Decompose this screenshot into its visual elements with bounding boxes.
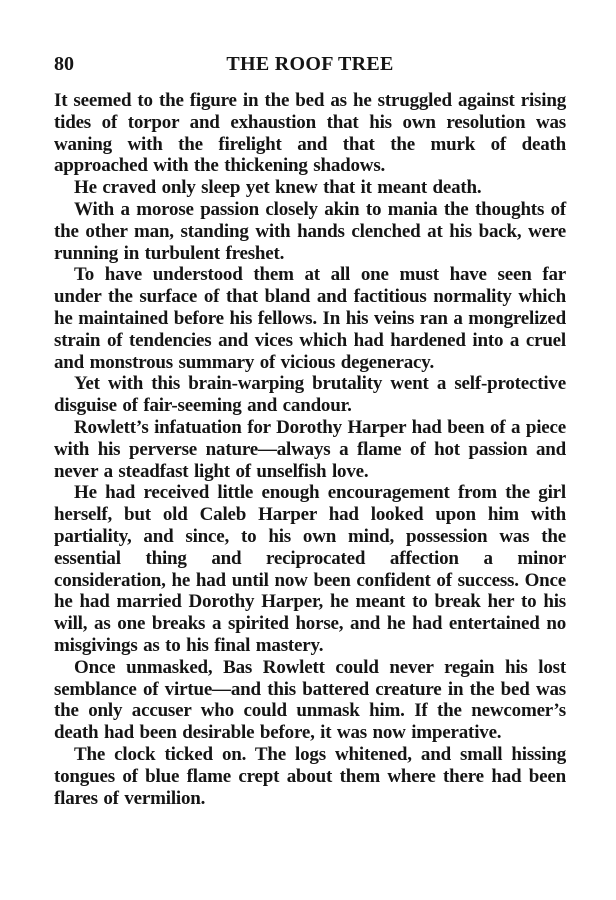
- paragraph-3: With a morose passion closely akin to mania the thoughts of the other man, standing with hands clenched at his back, were running in turbulent freshet.: [54, 198, 566, 264]
- paragraph-8: Once unmasked, Bas Rowlett could never regain his lost semblance of virtue—and this battered creature in the bed was the only accuser who could unmask him. If the newcomer’s death had been desirable before, it was now imperative.: [54, 656, 566, 744]
- running-title: THE ROOF TREE: [226, 53, 394, 75]
- paragraph-9: The clock ticked on. The logs whitened, and small hissing tongues of blue flame crept about them where there had been flares of vermilion.: [54, 743, 566, 809]
- book-page: [54, 50, 566, 809]
- paragraph-1: It seemed to the figure in the bed as he struggled against rising tides of torpor and exhaustion that his own resolution was waning with the firelight and that the murk of death approached with the thickening shadows.: [54, 90, 566, 177]
- page-header: [54, 50, 566, 78]
- paragraph-6: Rowlett’s infatuation for Dorothy Harper had been of a piece with his perverse nature—always a flame of hot passion and never a steadfast light of unselfish love.: [54, 416, 566, 482]
- paragraph-5: Yet with this brain-warping brutality went a self-protective disguise of fair-seeming and candour.: [54, 373, 566, 417]
- paragraph-4: To have understood them at all one must have seen far under the surface of that bland and factitious normality which he maintained before his fellows. In his veins ran a mongrelized strain of tendencies and vices which had hardened into a cruel and monstrous summary of vicious degeneracy.: [54, 264, 566, 373]
- paragraph-2: He craved only sleep yet knew that it meant death.: [74, 177, 482, 199]
- paragraph-7: He had received little enough encouragement from the girl herself, but old Caleb Harper had looked upon him with partiality, and since, to his own mind, possession was the essential thing and reciprocated affection a minor consideration, he had until now been confident of success. Once he had married Dorothy Harper, he meant to break her to his will, as one breaks a spirited horse, and he had entertained no misgivings as to his final mastery.: [54, 482, 566, 656]
- body-text: [54, 90, 566, 809]
- page-number: 80: [54, 53, 74, 75]
